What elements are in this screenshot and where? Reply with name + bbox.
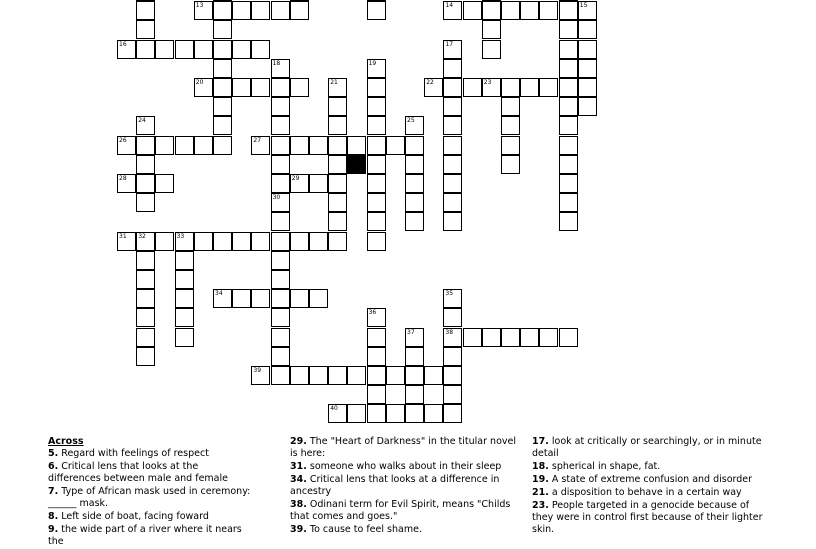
grid-cell[interactable]	[251, 136, 270, 155]
grid-cell[interactable]	[367, 1, 386, 20]
grid-cell[interactable]	[443, 308, 462, 327]
grid-cell[interactable]	[309, 136, 328, 155]
cell-number: 36	[368, 309, 377, 317]
grid-cell[interactable]	[251, 232, 270, 251]
cell-number: 19	[368, 59, 377, 67]
grid-cell[interactable]	[367, 212, 386, 231]
grid-cell[interactable]	[386, 136, 405, 155]
clue-number: 8.	[48, 511, 59, 522]
clue-item	[290, 499, 522, 523]
grid-cell[interactable]	[463, 78, 482, 97]
grid-cell[interactable]	[424, 366, 443, 385]
grid-cell[interactable]	[367, 97, 386, 116]
grid-cell[interactable]	[443, 174, 462, 193]
cell-number: 21	[330, 79, 338, 86]
cell-number: 16	[119, 40, 127, 48]
grid-cell[interactable]	[136, 270, 155, 289]
grid-cell[interactable]	[117, 40, 136, 59]
grid-cell[interactable]	[405, 212, 424, 231]
grid-cell[interactable]	[559, 328, 578, 347]
grid-cell[interactable]	[328, 116, 347, 135]
grid-cell[interactable]	[367, 404, 386, 423]
clue-number: 31.	[290, 461, 307, 472]
grid-cell[interactable]	[213, 59, 232, 78]
grid-cell[interactable]	[367, 232, 386, 251]
grid-cell[interactable]	[213, 97, 232, 116]
grid-cell[interactable]	[194, 78, 213, 97]
grid-cell[interactable]	[309, 366, 328, 385]
clue-item	[532, 436, 768, 460]
grid-cell[interactable]	[232, 40, 251, 59]
grid-cell[interactable]	[136, 155, 155, 174]
grid-cell[interactable]	[271, 232, 290, 251]
grid-cell[interactable]	[405, 116, 424, 135]
grid-cell[interactable]	[386, 366, 405, 385]
grid-cell[interactable]	[520, 328, 539, 347]
grid-cell[interactable]	[405, 385, 424, 404]
cell-number: 20	[195, 79, 204, 86]
grid-cell[interactable]	[136, 328, 155, 347]
clue-column-1	[48, 436, 253, 549]
grid-cell[interactable]	[386, 404, 405, 423]
grid-cell[interactable]	[482, 0, 501, 1]
grid-cell[interactable]	[271, 270, 290, 289]
grid-cell[interactable]	[290, 366, 309, 385]
grid-cell[interactable]	[328, 136, 347, 155]
clue-number: 38.	[290, 499, 307, 510]
cell-number: 17	[445, 40, 454, 48]
grid-cell[interactable]	[501, 97, 520, 116]
grid-cell[interactable]	[367, 366, 386, 385]
grid-cell[interactable]	[559, 40, 578, 59]
grid-cell[interactable]	[290, 0, 309, 1]
grid-cell[interactable]	[501, 1, 520, 20]
grid-cell[interactable]	[443, 40, 462, 59]
grid-cell[interactable]	[175, 232, 194, 251]
clue-item	[48, 486, 253, 510]
cell-number: 13	[195, 2, 204, 10]
clue-number: 5.	[48, 448, 59, 459]
clue-item	[532, 487, 768, 499]
grid-cell[interactable]	[443, 212, 462, 231]
grid-cell[interactable]	[328, 212, 347, 231]
cell-number: 31	[119, 232, 127, 240]
clue-text: The "Heart of Darkness" in the titular novel is here:	[290, 436, 516, 459]
clue-column-2	[290, 436, 522, 537]
grid-cell[interactable]	[136, 20, 155, 39]
grid-cell[interactable]	[578, 20, 597, 39]
grid-cell[interactable]	[328, 97, 347, 116]
grid-cell[interactable]	[271, 328, 290, 347]
clue-column-3	[532, 436, 768, 537]
grid-cell[interactable]	[578, 97, 597, 116]
clue-text: look at critically or searchingly, or in minute detail	[532, 436, 762, 459]
grid-cell[interactable]	[271, 193, 290, 212]
grid-cell[interactable]	[117, 174, 136, 193]
cell-number: 29	[291, 175, 300, 182]
grid-cell[interactable]	[559, 174, 578, 193]
grid-cell[interactable]	[501, 136, 520, 155]
clue-number: 7.	[48, 486, 59, 497]
grid-cell[interactable]	[155, 136, 174, 155]
cell-number: 27	[253, 136, 262, 144]
grid-cell[interactable]	[290, 232, 309, 251]
grid-cell[interactable]	[405, 366, 424, 385]
grid-cell[interactable]	[520, 78, 539, 97]
grid-cell[interactable]	[424, 404, 443, 423]
grid-cell[interactable]	[328, 155, 347, 174]
cell-number: 40	[330, 405, 338, 413]
grid-cell[interactable]	[194, 232, 213, 251]
grid-cell[interactable]	[251, 366, 270, 385]
grid-cell[interactable]	[367, 193, 386, 212]
grid-cell[interactable]	[271, 59, 290, 78]
clue-text: a disposition to behave in a certain way	[551, 487, 742, 498]
cell-number: 25	[407, 117, 415, 125]
grid-cell[interactable]	[271, 289, 290, 308]
clue-number: 6.	[48, 461, 59, 472]
grid-cell[interactable]	[271, 1, 290, 20]
grid-cell[interactable]	[232, 1, 251, 20]
grid-cell[interactable]	[367, 347, 386, 366]
grid-cell[interactable]	[271, 347, 290, 366]
grid-cell[interactable]	[578, 40, 597, 59]
grid-cell[interactable]	[405, 347, 424, 366]
cell-number: 24	[138, 117, 146, 125]
grid-cell[interactable]	[367, 116, 386, 135]
grid-cell[interactable]	[213, 289, 232, 308]
clue-item	[48, 524, 253, 548]
clue-item	[290, 461, 522, 473]
cell-number: 33	[176, 232, 185, 240]
grid-cell[interactable]	[213, 40, 232, 59]
grid-cell[interactable]	[559, 78, 578, 97]
grid-cell[interactable]	[443, 328, 462, 347]
grid-cell[interactable]	[443, 59, 462, 78]
grid-cell[interactable]	[271, 308, 290, 327]
grid-cell[interactable]	[251, 1, 270, 20]
grid-cell[interactable]	[347, 366, 366, 385]
cell-number: 28	[119, 175, 127, 182]
grid-cell[interactable]	[271, 366, 290, 385]
grid-cell[interactable]	[367, 385, 386, 404]
clue-number: 34.	[290, 474, 307, 485]
grid-cell[interactable]	[367, 308, 386, 327]
grid-cell[interactable]	[559, 136, 578, 155]
cell-number: 14	[445, 2, 454, 10]
grid-cell[interactable]	[328, 78, 347, 97]
cell-number: 30	[272, 194, 281, 202]
grid-cell[interactable]	[482, 78, 501, 97]
grid-cell[interactable]	[290, 136, 309, 155]
grid-cell[interactable]	[155, 40, 174, 59]
grid-cell[interactable]	[136, 40, 155, 59]
grid-cell[interactable]	[443, 116, 462, 135]
grid-cell[interactable]	[328, 404, 347, 423]
cell-number: 32	[138, 232, 146, 240]
grid-cell[interactable]	[290, 78, 309, 97]
grid-cell[interactable]	[443, 366, 462, 385]
grid-cell[interactable]	[213, 20, 232, 39]
grid-cell[interactable]	[213, 116, 232, 135]
grid-cell[interactable]	[367, 174, 386, 193]
grid-cell[interactable]	[443, 1, 462, 20]
clue-number: 21.	[532, 487, 549, 498]
clue-text: Left side of boat, facing foward	[61, 511, 209, 522]
grid-cell[interactable]	[232, 289, 251, 308]
grid-cell[interactable]	[175, 251, 194, 270]
grid-cell[interactable]	[213, 232, 232, 251]
clue-item	[532, 474, 768, 486]
grid-cell[interactable]	[136, 116, 155, 135]
grid-cell[interactable]	[443, 97, 462, 116]
grid-cell[interactable]	[559, 212, 578, 231]
clue-item	[48, 511, 253, 523]
cell-number: 35	[445, 290, 454, 298]
clue-text: spherical in shape, fat.	[551, 461, 661, 472]
clue-text: Type of African mask used in ceremony: ______ mask.	[48, 486, 251, 509]
clue-text: People targeted in a genocide because of they were in control first because of their lighter skin.	[532, 500, 763, 535]
grid-cell[interactable]	[309, 289, 328, 308]
grid-cell[interactable]	[405, 404, 424, 423]
clue-item	[532, 461, 768, 473]
grid-cell[interactable]	[328, 193, 347, 212]
cell-number: 23	[483, 79, 492, 86]
grid-cell[interactable]	[559, 1, 578, 20]
grid-cell[interactable]	[463, 328, 482, 347]
grid-cell[interactable]	[328, 366, 347, 385]
clue-text: someone who walks about in their sleep	[309, 461, 502, 472]
grid-cell[interactable]	[271, 251, 290, 270]
grid-cell[interactable]	[155, 232, 174, 251]
grid-cell[interactable]	[559, 20, 578, 39]
grid-cell[interactable]	[175, 270, 194, 289]
grid-cell[interactable]	[271, 78, 290, 97]
cell-number: 22	[426, 79, 434, 86]
grid-cell[interactable]	[559, 155, 578, 174]
grid-cell[interactable]	[367, 328, 386, 347]
grid-cell[interactable]	[501, 155, 520, 174]
grid-cell[interactable]	[463, 1, 482, 20]
cell-number: 15	[579, 2, 588, 10]
grid-cell[interactable]	[309, 232, 328, 251]
grid-cell[interactable]	[290, 174, 309, 193]
clue-number: 29.	[290, 436, 307, 447]
cell-number: 38	[445, 328, 454, 336]
grid-cell[interactable]	[328, 232, 347, 251]
clue-text: Regard with feelings of respect	[61, 448, 209, 459]
clue-item	[48, 448, 253, 460]
cell-number: 34	[215, 290, 223, 298]
grid-cell[interactable]	[213, 0, 232, 1]
clue-number: 9.	[48, 524, 59, 535]
grid-cell[interactable]	[155, 174, 174, 193]
clue-item	[290, 436, 522, 460]
black-square	[347, 155, 366, 174]
grid-cell[interactable]	[251, 40, 270, 59]
grid-cell[interactable]	[501, 116, 520, 135]
clue-item	[290, 524, 522, 536]
grid-cell[interactable]	[443, 404, 462, 423]
grid-cell[interactable]	[136, 308, 155, 327]
grid-cell[interactable]	[213, 78, 232, 97]
grid-cell[interactable]	[136, 347, 155, 366]
grid-cell[interactable]	[367, 59, 386, 78]
grid-cell[interactable]	[539, 328, 558, 347]
grid-cell[interactable]	[136, 251, 155, 270]
grid-cell[interactable]	[213, 1, 232, 20]
grid-cell[interactable]	[271, 212, 290, 231]
clue-text: A state of extreme confusion and disorder	[551, 474, 753, 485]
grid-cell[interactable]	[482, 328, 501, 347]
clue-text: Critical lens that looks at the differences between male and female	[48, 461, 228, 484]
grid-cell[interactable]	[559, 59, 578, 78]
grid-cell[interactable]	[367, 136, 386, 155]
grid-cell[interactable]	[539, 78, 558, 97]
grid-cell[interactable]	[251, 78, 270, 97]
cell-number: 37	[407, 328, 415, 336]
grid-cell[interactable]	[539, 1, 558, 20]
grid-cell[interactable]	[501, 328, 520, 347]
grid-cell[interactable]	[136, 1, 155, 20]
grid-cell[interactable]	[290, 289, 309, 308]
clue-text: To cause to feel shame.	[309, 524, 422, 535]
clue-item	[290, 474, 522, 498]
grid-cell[interactable]	[194, 40, 213, 59]
cell-number: 39	[253, 367, 262, 374]
grid-cell[interactable]	[136, 232, 155, 251]
grid-cell[interactable]	[482, 20, 501, 39]
grid-cell[interactable]	[482, 1, 501, 20]
clue-number: 18.	[532, 461, 549, 472]
clue-text: Odinani term for Evil Spirit, means "Childs that comes and goes."	[290, 499, 511, 522]
grid-cell[interactable]	[443, 78, 462, 97]
grid-cell[interactable]	[578, 1, 597, 20]
clue-number: 23.	[532, 500, 549, 511]
clue-item	[48, 461, 253, 485]
grid-cell[interactable]	[347, 136, 366, 155]
clue-item	[532, 500, 768, 536]
clue-number: 19.	[532, 474, 549, 485]
grid-cell[interactable]	[271, 155, 290, 174]
grid-cell[interactable]	[405, 155, 424, 174]
grid-cell[interactable]	[405, 174, 424, 193]
grid-cell[interactable]	[347, 404, 366, 423]
grid-cell[interactable]	[136, 289, 155, 308]
grid-cell[interactable]	[232, 232, 251, 251]
clue-number: 17.	[532, 436, 549, 447]
grid-cell[interactable]	[559, 97, 578, 116]
grid-cell[interactable]	[271, 116, 290, 135]
grid-cell[interactable]	[578, 78, 597, 97]
grid-cell[interactable]	[443, 193, 462, 212]
grid-cell[interactable]	[136, 136, 155, 155]
clue-number: 39.	[290, 524, 307, 535]
grid-cell[interactable]	[443, 155, 462, 174]
grid-cell[interactable]	[578, 59, 597, 78]
grid-cell[interactable]	[501, 78, 520, 97]
grid-cell[interactable]	[367, 155, 386, 174]
grid-cell[interactable]	[271, 136, 290, 155]
grid-cell[interactable]	[367, 78, 386, 97]
grid-cell[interactable]	[213, 136, 232, 155]
grid-cell[interactable]	[232, 78, 251, 97]
grid-cell[interactable]	[117, 232, 136, 251]
grid-cell[interactable]	[559, 116, 578, 135]
grid-cell[interactable]	[194, 1, 213, 20]
grid-cell[interactable]	[175, 136, 194, 155]
grid-cell[interactable]	[559, 0, 578, 1]
grid-cell[interactable]	[520, 1, 539, 20]
grid-cell[interactable]	[117, 136, 136, 155]
grid-cell[interactable]	[136, 174, 155, 193]
grid-cell[interactable]	[175, 289, 194, 308]
grid-cell[interactable]	[405, 193, 424, 212]
grid-cell[interactable]	[405, 328, 424, 347]
grid-cell[interactable]	[175, 308, 194, 327]
grid-cell[interactable]	[443, 289, 462, 308]
across-heading: Across	[48, 436, 84, 447]
grid-cell[interactable]	[175, 328, 194, 347]
grid-cell[interactable]	[175, 40, 194, 59]
grid-cell[interactable]	[136, 193, 155, 212]
grid-cell[interactable]	[443, 347, 462, 366]
grid-cell[interactable]	[290, 1, 309, 20]
grid-cell[interactable]	[271, 97, 290, 116]
grid-cell[interactable]	[309, 174, 328, 193]
clue-text: Critical lens that looks at a difference in ancestry	[290, 474, 500, 497]
grid-cell[interactable]	[328, 174, 347, 193]
grid-cell[interactable]	[251, 289, 270, 308]
grid-cell[interactable]	[443, 136, 462, 155]
grid-cell[interactable]	[194, 136, 213, 155]
grid-cell[interactable]	[405, 136, 424, 155]
cell-number: 18	[272, 59, 281, 67]
grid-cell[interactable]	[559, 193, 578, 212]
grid-cell[interactable]	[443, 385, 462, 404]
cell-number: 26	[119, 136, 127, 144]
clue-text: the wide part of a river where it nears the	[48, 524, 242, 547]
grid-cell[interactable]	[482, 40, 501, 59]
grid-cell[interactable]	[271, 174, 290, 193]
grid-cell[interactable]	[424, 78, 443, 97]
